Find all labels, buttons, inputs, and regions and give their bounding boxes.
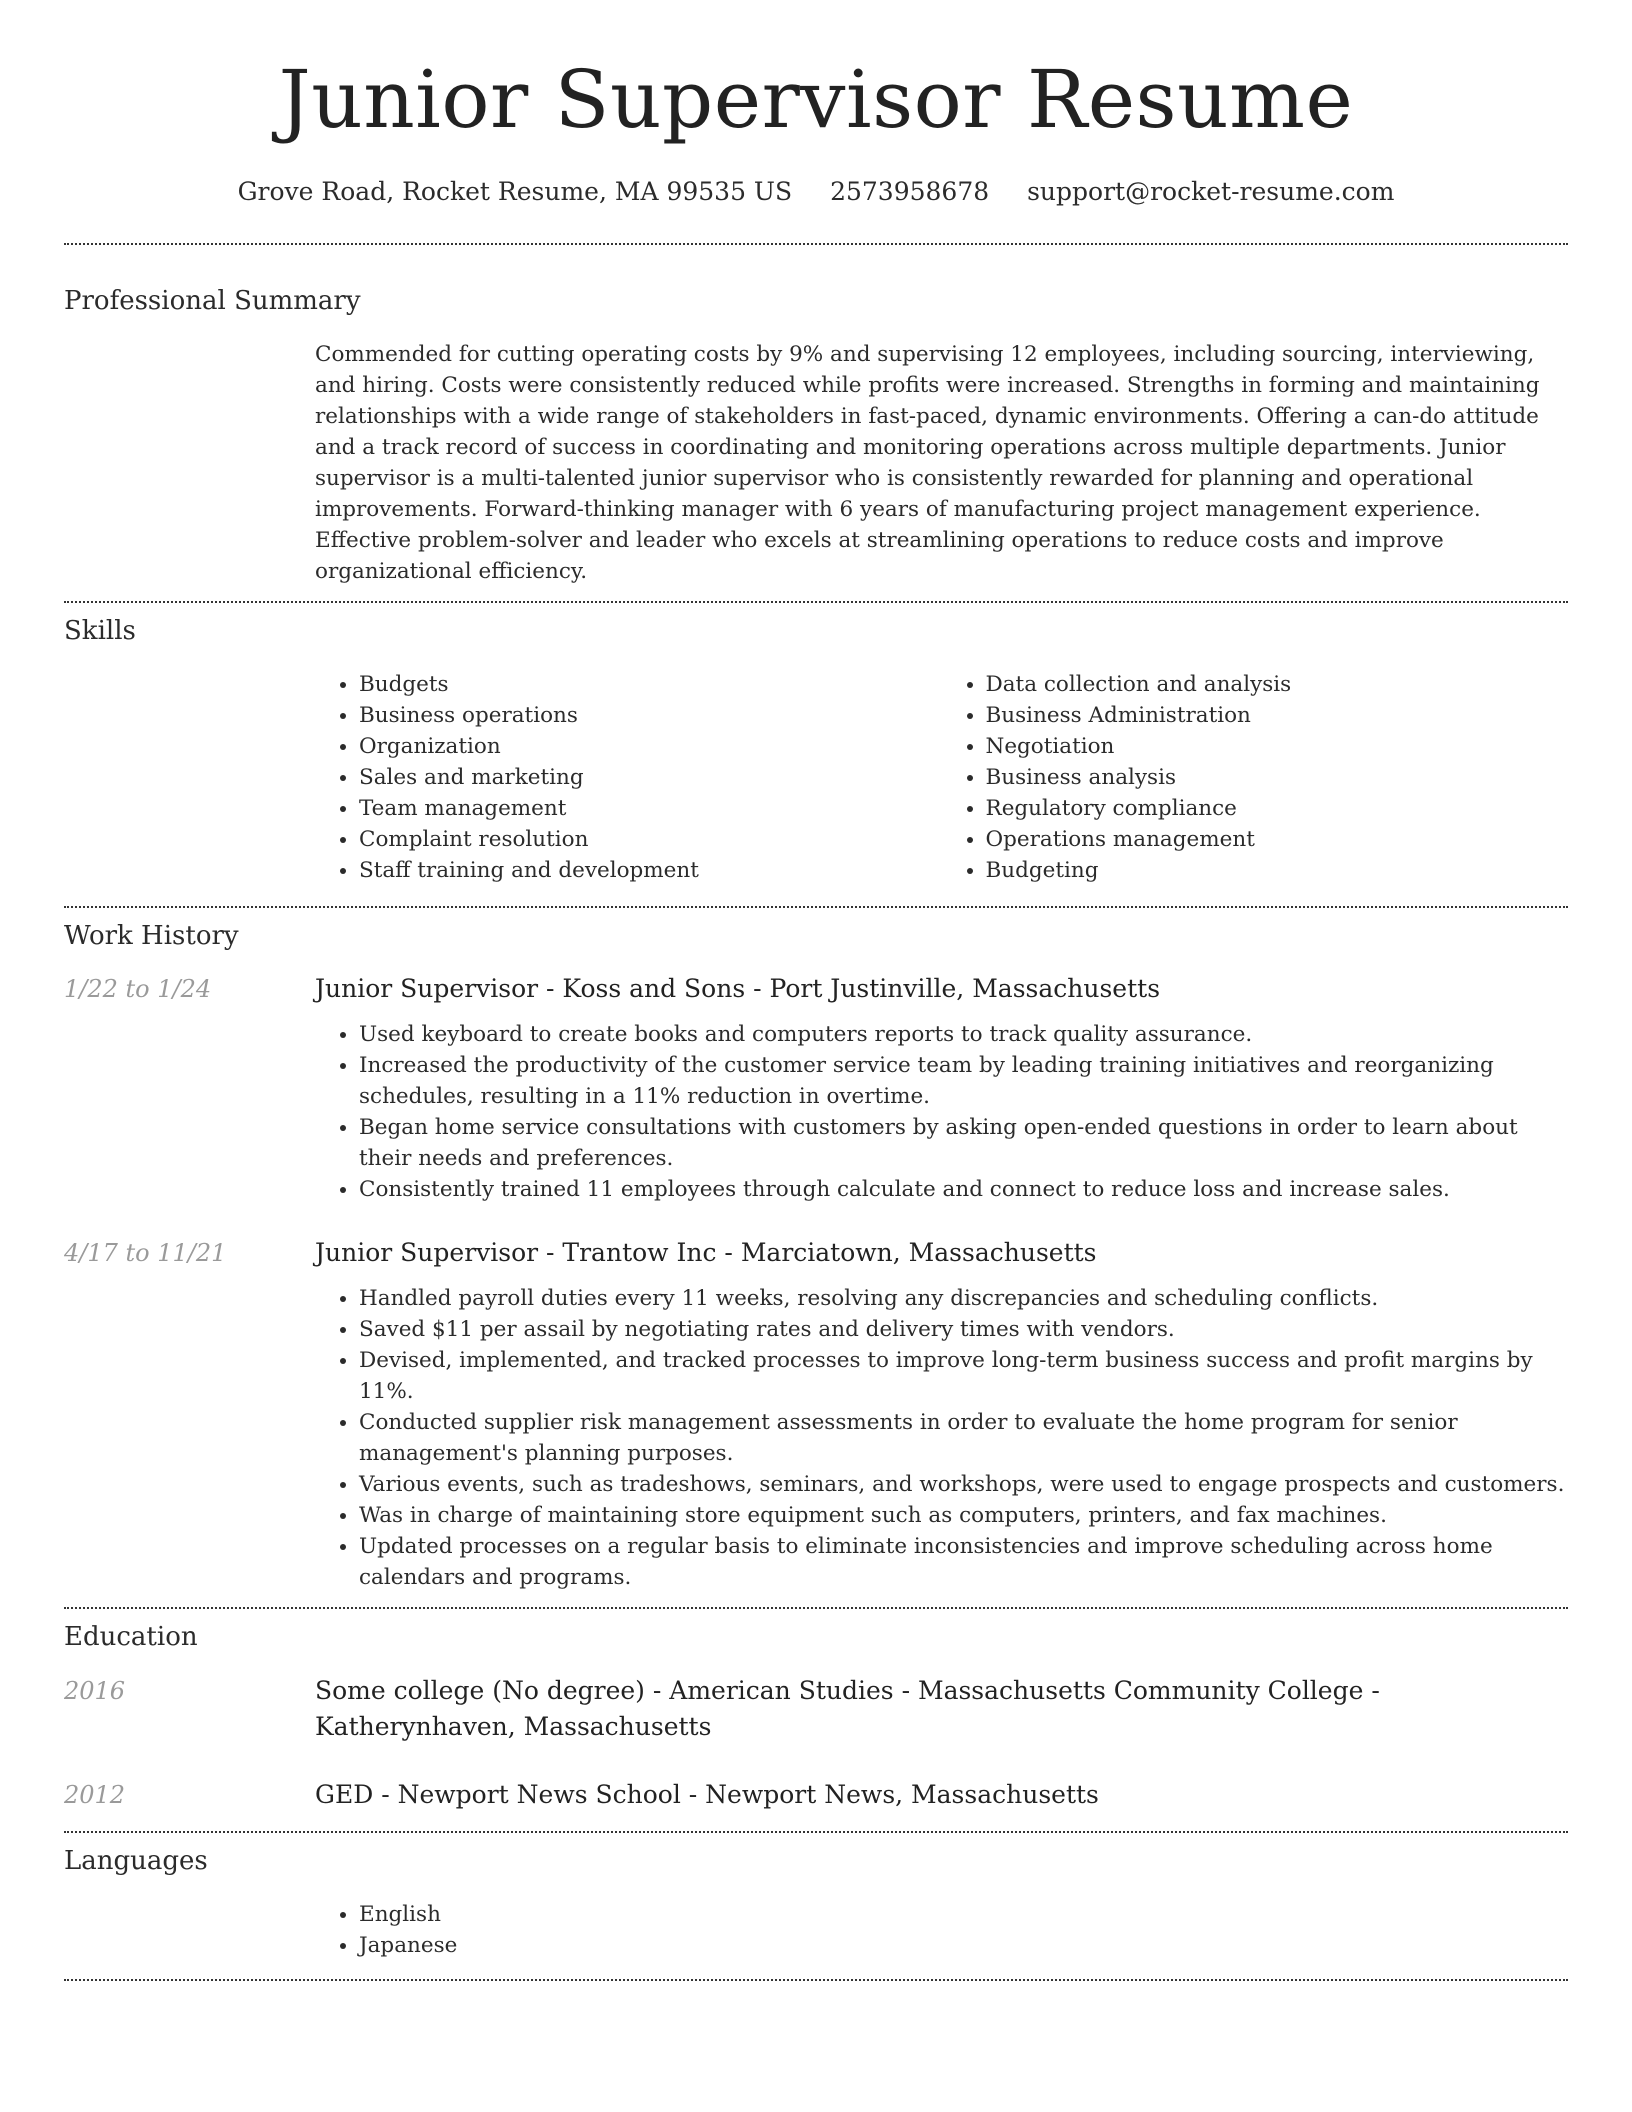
list-item: • Staff training and development <box>359 855 942 886</box>
contact-phone: 2573958678 <box>830 177 990 206</box>
divider <box>64 1831 1568 1833</box>
list-item: • Sales and marketing <box>359 762 942 793</box>
job-date: 1/22 to 1/24 <box>64 975 212 1004</box>
languages-content <box>315 1899 1568 1961</box>
work-section <box>64 920 1568 1594</box>
list-item: • Business analysis <box>986 762 1569 793</box>
education-section <box>64 1621 1568 1813</box>
list-item: • Devised, implemented, and tracked processes to improve long-term business success and profit margins by 11%. <box>359 1345 1568 1407</box>
skills-list-left <box>315 669 942 886</box>
list-item: • Business Administration <box>986 700 1569 731</box>
section-title-skills: Skills <box>64 615 136 646</box>
section-title-education: Education <box>64 1622 198 1653</box>
list-item: • Various events, such as tradeshows, seminars, and workshops, were used to engage prospects and customers. <box>359 1469 1568 1500</box>
summary-content <box>315 339 1568 587</box>
job-body <box>315 971 1568 1205</box>
job-title: Junior Supervisor - Koss and Sons - Port Justinville, Massachusetts <box>315 974 1161 1004</box>
contact-address: Grove Road, Rocket Resume, MA 99535 US <box>237 177 793 206</box>
divider <box>64 1979 1568 1981</box>
list-item: • Used keyboard to create books and computers reports to track quality assurance. <box>359 1019 1568 1050</box>
job-bullets <box>315 1283 1568 1593</box>
list-item: • Negotiation <box>986 731 1569 762</box>
list-item: • Japanese <box>359 1930 1568 1961</box>
education-body <box>315 1777 1568 1813</box>
divider <box>64 243 1568 245</box>
skills-list-right <box>942 669 1569 886</box>
job-body <box>315 1235 1568 1593</box>
section-title-languages: Languages <box>64 1846 208 1877</box>
skills-section <box>64 615 1568 886</box>
resume-title: Junior Supervisor Resume <box>278 53 1354 146</box>
education-date: 2016 <box>64 1677 126 1706</box>
list-item: • Organization <box>359 731 942 762</box>
languages-list <box>315 1899 1568 1961</box>
education-body <box>315 1673 1568 1745</box>
list-item: • English <box>359 1899 1568 1930</box>
section-title-work: Work History <box>64 920 239 951</box>
summary-text: Commended for cutting operating costs by 9% and supervising 12 employees, including sourcing, interviewing, and hiring. Costs were consistently reduced while profits were increased. Strengths in forming and maintaining relationships with a wide range of stakeholders in fast-paced, dynamic environments. Offering a can-do attitude and a track record of success in coordinating and monitoring operations across multiple departments. Junior supervisor is a multi-talented junior supervisor who is consistently rewarded for planning and operational improvements. Forward-thinking manager with 6 years of manufacturing project management experience. Effective problem-solver and leader who excels at streamlining operations to reduce costs and improve organizational efficiency. <box>315 341 1540 584</box>
list-item: • Saved $11 per assail by negotiating rates and delivery times with vendors. <box>359 1314 1568 1345</box>
contact-line <box>64 174 1568 209</box>
list-item: • Updated processes on a regular basis to eliminate inconsistencies and improve scheduling across home calendars and programs. <box>359 1531 1568 1593</box>
list-item: • Operations management <box>986 824 1569 855</box>
divider <box>64 1607 1568 1609</box>
job-bullets <box>315 1019 1568 1205</box>
list-item: • Began home service consultations with customers by asking open-ended questions in order to learn about their needs and preferences. <box>359 1112 1568 1174</box>
skills-grid <box>315 669 1568 886</box>
job-entry <box>64 971 1568 1205</box>
job-date: 4/17 to 11/21 <box>64 1239 227 1268</box>
list-item: • Budgeting <box>986 855 1569 886</box>
list-item: • Team management <box>359 793 942 824</box>
list-item: • Business operations <box>359 700 942 731</box>
list-item: • Handled payroll duties every 11 weeks, resolving any discrepancies and scheduling conflicts. <box>359 1283 1568 1314</box>
list-item: • Regulatory compliance <box>986 793 1569 824</box>
education-title: GED - Newport News School - Newport News, Massachusetts <box>315 1780 1099 1810</box>
list-item: • Consistently trained 11 employees through calculate and connect to reduce loss and increase sales. <box>359 1174 1568 1205</box>
languages-section <box>64 1845 1568 1961</box>
list-item: • Complaint resolution <box>359 824 942 855</box>
job-entry <box>64 1235 1568 1593</box>
list-item: • Conducted supplier risk management assessments in order to evaluate the home program for senior management's planning purposes. <box>359 1407 1568 1469</box>
list-item: • Data collection and analysis <box>986 669 1569 700</box>
list-item: • Was in charge of maintaining store equipment such as computers, printers, and fax machines. <box>359 1500 1568 1531</box>
job-title: Junior Supervisor - Trantow Inc - Marciatown, Massachusetts <box>315 1238 1097 1268</box>
education-entry <box>64 1673 1568 1745</box>
list-item: • Increased the productivity of the customer service team by leading training initiatives and reorganizing schedules, resulting in a 11% reduction in overtime. <box>359 1050 1568 1112</box>
education-entry <box>64 1777 1568 1813</box>
section-title-summary: Professional Summary <box>64 286 361 316</box>
list-item: • Budgets <box>359 669 942 700</box>
education-title: Some college (No degree) - American Studies - Massachusetts Community College - Katherynhaven, Massachusetts <box>315 1676 1380 1742</box>
contact-email: support@rocket-resume.com <box>1027 177 1395 206</box>
divider <box>64 601 1568 603</box>
education-date: 2012 <box>64 1781 126 1810</box>
divider <box>64 906 1568 908</box>
summary-section <box>64 285 1568 587</box>
